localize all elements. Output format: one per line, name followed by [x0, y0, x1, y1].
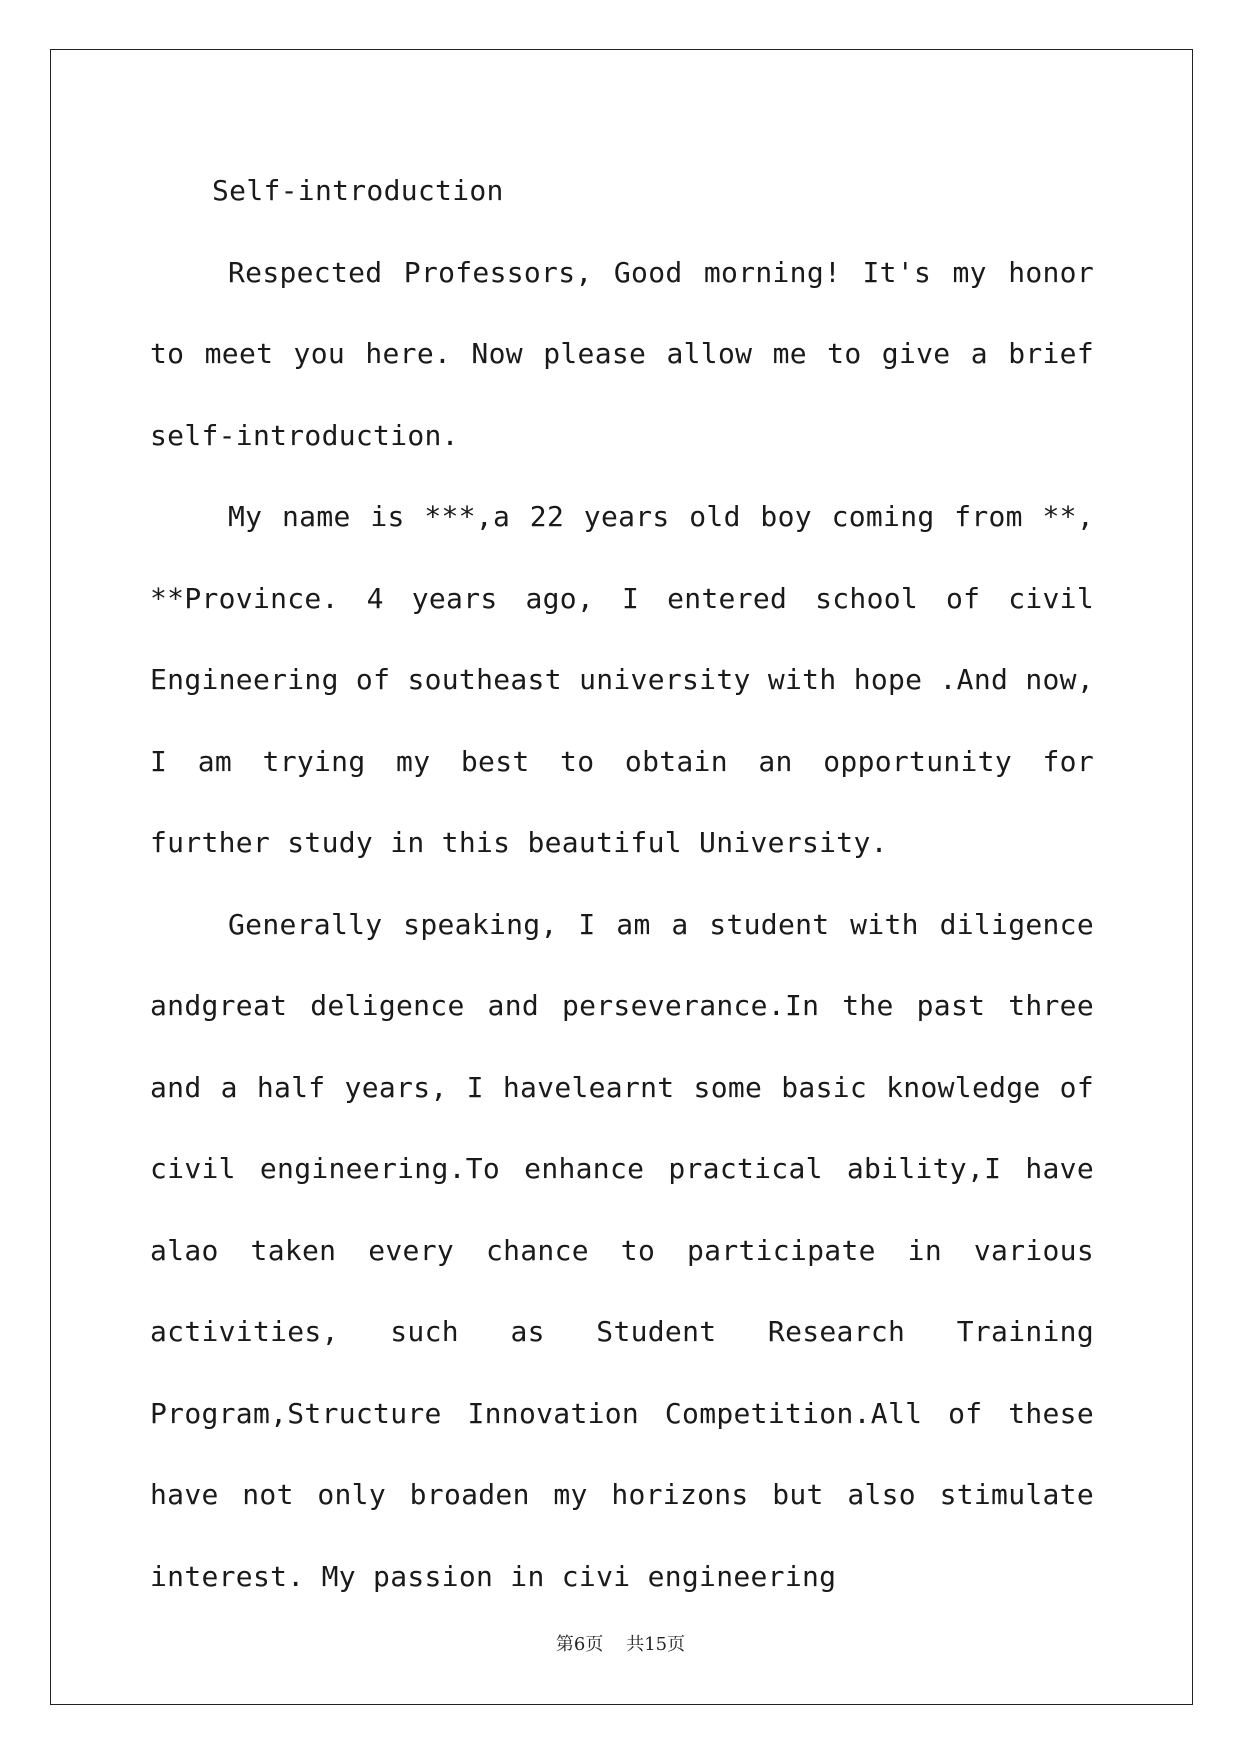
paragraph-study: Generally speaking, I am a student with diligence andgreat deligence and perseverance.In the past three and a half years, I havelearnt some basic knowledge of civil engineering.To enhance practical ability,I have alao taken every chance to participate in various activities, such as Student Research Training Program,Structure Innovation Competition.All of these have not only broaden my horizons but also stimulate interest. My passion in civi engineering: [150, 907, 1094, 1593]
document-body: [150, 150, 1094, 1617]
paragraph-greeting: Respected Professors, Good morning! It's my honor to meet you here. Now please allow me to give a brief self-introduction.: [150, 255, 1094, 452]
document-title: Self-introduction: [212, 174, 504, 207]
page-number-footer: 第6页 共15页: [555, 1634, 686, 1655]
paragraph-background: My name is ***,a 22 years old boy coming from **, **Province. 4 years ago, I entered school of civil Engineering of southeast university with hope .And now, I am trying my best to obtain an opportunity for further study in this beautiful University.: [150, 500, 1094, 859]
